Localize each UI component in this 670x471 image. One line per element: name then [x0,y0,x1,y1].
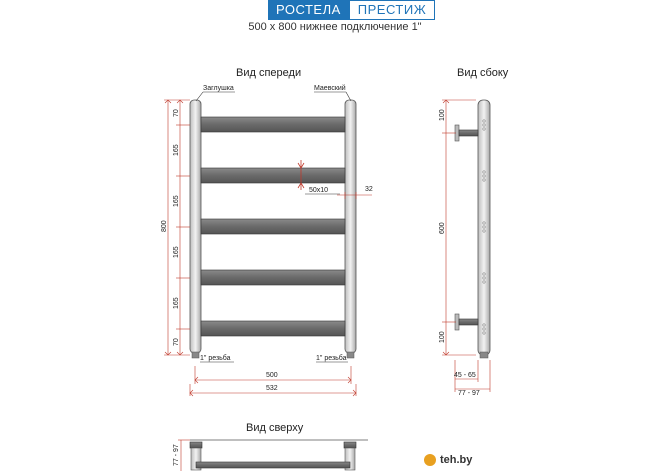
left-rail [190,100,201,353]
top-rung [196,462,350,468]
left-thread-nipple [192,352,199,358]
right-thread-nipple [347,352,354,358]
dim-side-bottom: 100 [439,331,446,343]
side-view [439,100,490,397]
dim-side-depth-b: 77 - 97 [458,390,480,397]
dim-side-mid: 600 [439,222,446,234]
front-view-title: Вид спереди [236,67,302,79]
watermark-logo-icon [424,454,436,466]
dim-top-depth: 77 - 97 [173,444,180,466]
watermark-text: teh.by [440,454,473,466]
dim-width-inner: 500 [266,372,278,379]
dim-seg-3: 165 [173,246,180,258]
dim-seg-bottom: 70 [173,338,180,346]
brand-name-prestige: ПРЕСТИЖ [349,0,435,20]
watermark [420,451,476,469]
mayevsky-label: Маевский [314,85,346,92]
top-bracket-right [344,442,356,448]
dim-seg-top: 70 [173,109,180,117]
dim-height-total: 800 [161,220,168,232]
rung [201,117,345,132]
brand-name-rostela: РОСТЕЛА [268,0,349,20]
rung [201,219,345,234]
wall-bracket-top [455,125,478,141]
rung [201,270,345,285]
product-subtitle: 500 х 800 нижнее подключение 1" [248,21,422,33]
right-rail [345,100,356,353]
plug-label: Заглушка [203,85,234,92]
dim-side-top: 100 [439,109,446,121]
top-view-title: Вид сверху [246,422,304,434]
left-thread-label: 1" резьба [200,355,231,362]
rung [201,321,345,336]
rung [201,168,345,183]
top-bracket-left [190,442,202,448]
right-thread-label: 1" резьба [316,355,347,362]
rung-section-label: 50х10 [309,187,329,194]
dim-side-depth-a: 45 - 65 [454,372,476,379]
rail-gap-dim: 32 [365,186,373,193]
dim-width-outer: 532 [266,385,278,392]
dim-seg-1: 165 [173,144,180,156]
dim-seg-4: 165 [173,297,180,309]
wall-bracket-bottom [455,314,478,330]
top-view [173,440,368,471]
dim-seg-2: 165 [173,195,180,207]
side-view-title: Вид сбоку [457,67,509,79]
front-view [161,84,373,396]
